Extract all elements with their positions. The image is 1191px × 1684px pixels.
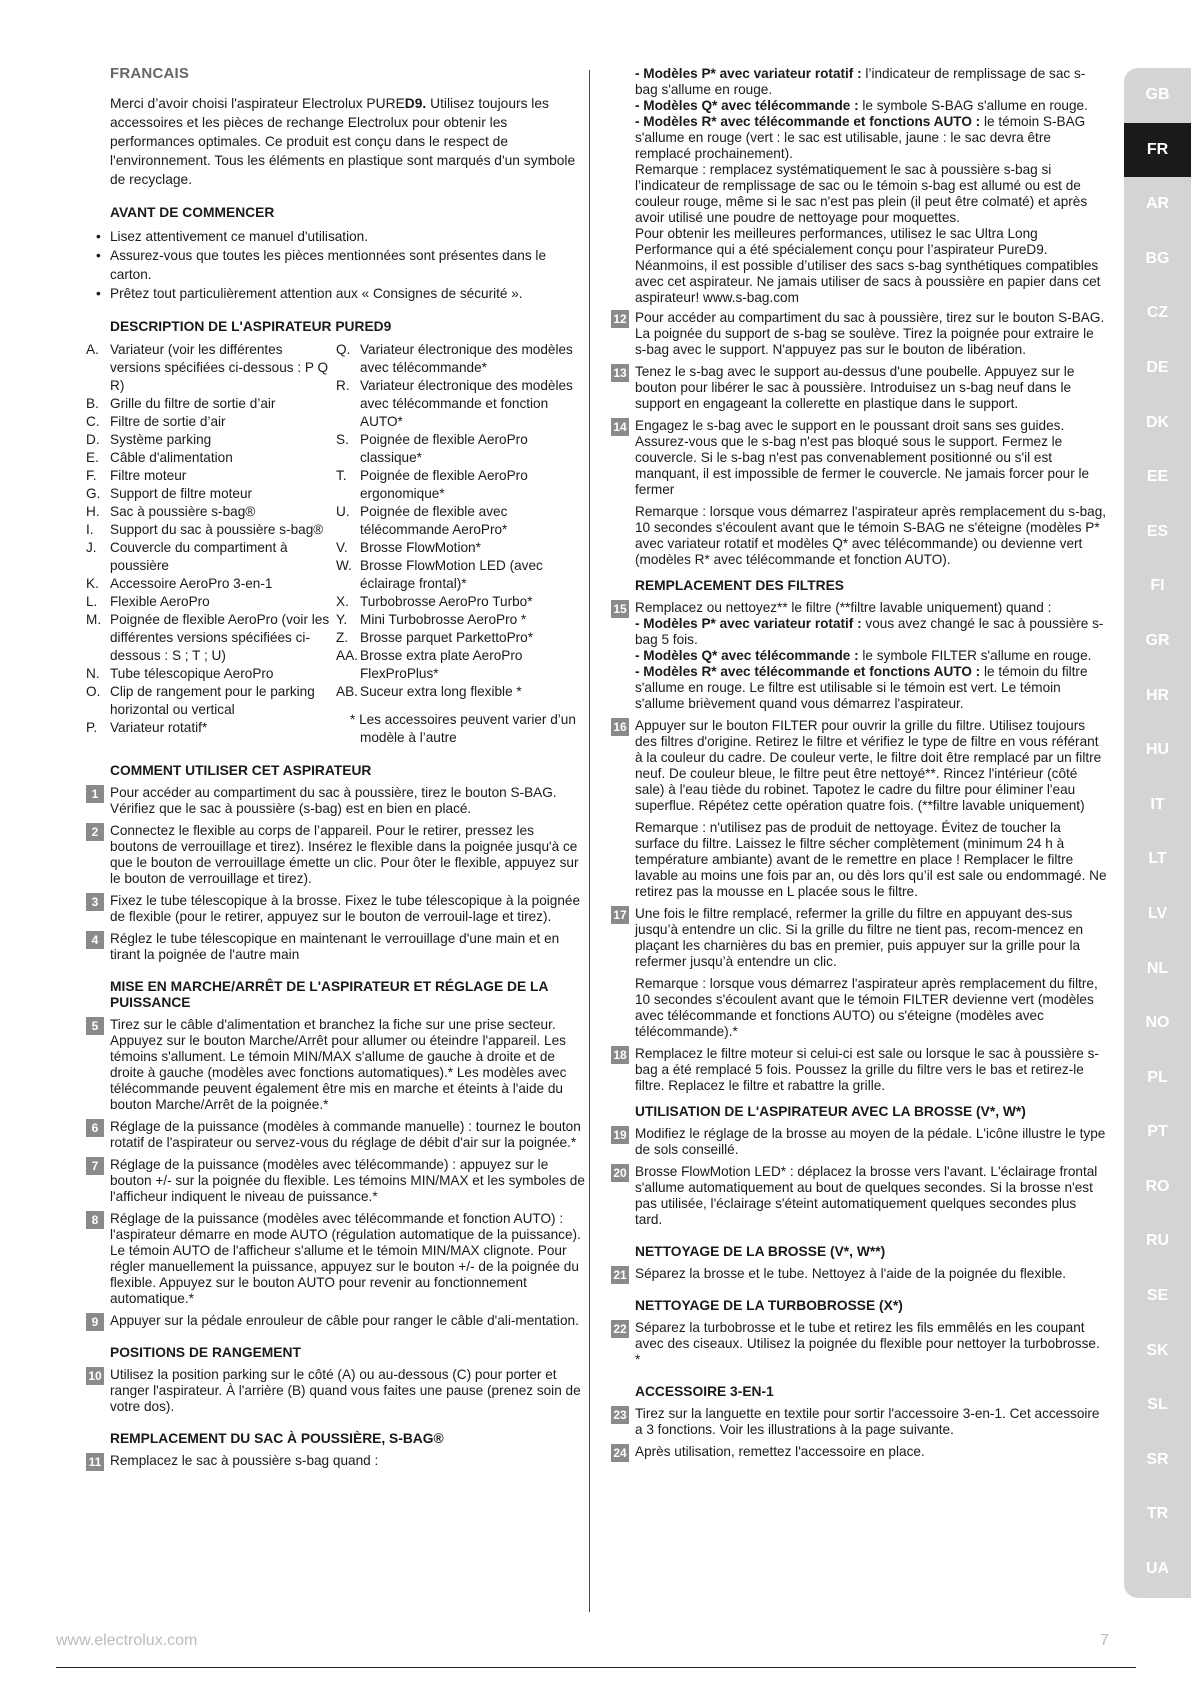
part-label: Variateur (voir les différentes versions spécifiées ci-dessous : P Q R)	[110, 342, 329, 393]
step-text: Réglage de la puissance (modèles avec télécommande et fonction AUTO) : l'aspirateur démarre en mode AUTO (régulation automatique de la puissance). Le témoin AUTO de l'afficheur s'allume et le témoin MIN/MAX clignote. Pour régler manuellement la puissance, appuyez sur le bouton +/- de la poignée du flexible. Appuyez sur le bouton AUTO pour revenir au fonctionnement automatique.*	[110, 1211, 581, 1306]
part-key: B.	[86, 396, 99, 411]
part-item	[336, 539, 586, 557]
part-label: Flexible AeroPro	[110, 594, 210, 609]
power-heading: MISE EN MARCHE/ARRÊT DE L'ASPIRATEUR ET RÉGLAGE DE LA PUISSANCE	[110, 979, 548, 1010]
part-key: I.	[86, 522, 94, 537]
step-text: Après utilisation, remettez l'accessoire en place.	[635, 1444, 925, 1459]
step-item	[86, 1367, 586, 1415]
part-key: G.	[86, 486, 101, 501]
language-tab-pl[interactable]: PL	[1147, 1068, 1168, 1086]
step-number: 23	[611, 1406, 629, 1424]
parts-column-a	[86, 341, 336, 747]
part-label: Sac à poussière s-bag®	[110, 504, 256, 519]
part-label: Filtre moteur	[110, 468, 187, 483]
step-text: Connectez le flexible au corps de l’appareil. Pour le retirer, pressez les boutons de verrouillage et tirez). Insérez le flexible dans la poignée jusqu'à ce que le bouton de verrouillage émette un clic. Pour ôter le flexible, appuyez sur le bouton de verrouillage et tirez).	[110, 823, 579, 886]
right-column	[611, 66, 1107, 1466]
part-key: E.	[86, 450, 99, 465]
step-number: 13	[611, 364, 629, 382]
step-item	[611, 1126, 1107, 1158]
footer-url[interactable]: www.electrolux.com	[56, 1632, 198, 1649]
part-label: Brosse extra plate AeroPro FlexProPlus*	[360, 648, 523, 681]
intro-paragraph: Merci d’avoir choisi l'aspirateur Electrolux PURED9. Utilisez toujours les accessoires et les pièces de rechange Electrolux pour obtenir les performances optimales. Ce produit est conçu dans le respect de l'environnement. Tous les éléments en plastique sont marqués d'un symbole de recyclage.	[110, 96, 576, 187]
part-label: Support du sac à poussière s-bag®	[110, 522, 324, 537]
step-text: Appuyer sur le bouton FILTER pour ouvrir la grille du filtre. Utilisez toujours des filtres d'origine. Retirez le filtre et vérifiez le type de filtre en vous référant à la couleur du cadre. De couleur verte, le filtre doit être remplacé par un filtre neuf. De couleur bleue, le filtre peut être nettoyé**. Rincez l'intérieur (côté sale) à l'eau tiède du robinet. Tapotez le cadre du filtre pour éliminer l'eau superflue. Répétez cette opération quatre fois. (**filtre lavable uniquement)	[635, 718, 1102, 813]
part-item	[86, 539, 336, 575]
step-text: Remplacez le filtre moteur si celui-ci est sale ou lorsque le sac à poussière s-bag a été remplacé 5 fois. Poussez la grille du filtre vers le bas et retirez-le filtre. Replacez le filtre et rabattre la grille.	[635, 1046, 1099, 1093]
step-item	[611, 1444, 1107, 1460]
step-text: Utilisez la position parking sur le côté (A) ou au-dessous (C) pour porter et ranger l'aspirateur. À l'arrière (B) quand vous faites une pause (prenez soin de votre dos).	[110, 1367, 581, 1414]
step-text: Pour accéder au compartiment du sac à poussière, tirez le bouton S-BAG. Vérifiez que le sac à poussière (s-bag) est en bien en placé.	[110, 785, 557, 816]
step-number: 12	[611, 310, 629, 328]
part-label: Suceur extra long flexible *	[360, 684, 522, 699]
part-key: W.	[336, 558, 352, 573]
part-label: Système parking	[110, 432, 212, 447]
storage-heading: POSITIONS DE RANGEMENT	[110, 1345, 301, 1360]
bag-remark: Remarque : lorsque vous démarrez l'aspirateur après remplacement du s-bag, 10 secondes s'écoulent avant que le témoin S-BAG ne s'éteigne (modèles P* avec variateur rotatif et modèles Q* avec télécommande) ou devienne vert (modèles R* avec télécommande et fonction AUTO).	[635, 504, 1107, 567]
how-to-use-heading: COMMENT UTILISER CET ASPIRATEUR	[110, 763, 372, 778]
language-tab-lt[interactable]: LT	[1148, 850, 1167, 868]
language-tab-hr[interactable]: HR	[1145, 686, 1170, 704]
part-label: Tube télescopique AeroPro	[110, 666, 274, 681]
part-key: O.	[86, 684, 101, 699]
step-text: Brosse FlowMotion LED* : déplacez la brosse vers l'avant. L'éclairage frontal s'allume automatiquement au bout de quelques secondes. Si la brosse n'est pas utilisée, l'éclairage s'éteint automatiquement quelques secondes plus tard.	[635, 1164, 1098, 1227]
bag-replacement-steps	[86, 1453, 586, 1469]
language-tab-pt[interactable]: PT	[1147, 1123, 1168, 1141]
step-number: 3	[86, 893, 104, 911]
page-number: 7	[1100, 1632, 1109, 1649]
step-number: 17	[611, 906, 629, 924]
language-tab-gb[interactable]: GB	[1145, 86, 1170, 103]
part-item	[86, 431, 336, 449]
language-title: FRANCAIS	[110, 65, 190, 82]
parts-list	[86, 341, 586, 747]
step-item	[611, 1406, 1107, 1438]
step-item	[86, 893, 586, 925]
step-number: 2	[86, 823, 104, 841]
filter-step-17	[611, 906, 1107, 970]
language-tab-es[interactable]: ES	[1146, 522, 1169, 540]
language-tab-fr[interactable]: FR	[1124, 123, 1191, 178]
part-label: Poignée de flexible AeroPro ergonomique*	[360, 468, 528, 501]
step-number: 24	[611, 1444, 629, 1462]
step-text: Réglage de la puissance (modèles avec télécommande) : appuyez sur le bouton +/- sur la poignée du flexible. Les témoins MIN/MAX et les symboles de l'afficheur indiquent le niveau de puissance.*	[110, 1157, 585, 1204]
language-tab-ru[interactable]: RU	[1145, 1232, 1170, 1250]
step-item	[86, 1017, 586, 1113]
step-item	[86, 931, 586, 963]
step-text: Réglez le tube télescopique en maintenant le verrouillage d'une main et en tirant la poignée de l'autre main	[110, 931, 560, 962]
part-item	[86, 341, 336, 395]
brush-use-heading: UTILISATION DE L'ASPIRATEUR AVEC LA BROSSE (V*, W*)	[635, 1104, 1026, 1119]
step-number: 16	[611, 718, 629, 736]
step-number: 18	[611, 1046, 629, 1064]
accessory-steps	[611, 1406, 1107, 1460]
step-item	[86, 823, 586, 887]
language-sidebar	[1124, 68, 1191, 1598]
language-tab-it[interactable]: IT	[1150, 795, 1165, 813]
part-label: Brosse FlowMotion LED (avec éclairage frontal)*	[360, 558, 543, 591]
bag-indicator-info: - Modèles P* avec variateur rotatif : l’indicateur de remplissage de sac s-bag s'allume en rouge. - Modèles Q* avec télécommande : le symbole S-BAG s'allume en rouge. - Modèles R* avec télécommande et fonctions AUTO : le témoin S-BAG s'allume en rouge (vert : le sac est utilisable, jaune : le sac devra être remplacé prochainement). Remarque : remplacez systématiquement le sac à poussière s-bag si l’indicateur de remplissage de sac ou le témoin s-bag est allumé ou est de couleur rouge, même si le sac n'est pas plein (il peut être colmaté) et après avoir utilisé une poudre de nettoyage pour moquettes. Pour obtenir les meilleures performances, utilisez le sac Ultra Long Performance qui a été spécialement conçu pour l’aspirateur PureD9. Néanmoins, il est possible d’utiliser des sacs s-bag synthétiques compatibles avec cet aspirateur. Ne jamais utiliser de sacs à poussière en papier dans cet aspirateur! www.s-bag.com	[635, 66, 1101, 305]
step-text: Tirez sur le câble d'alimentation et branchez la fiche sur une prise secteur. Appuyez sur le bouton Marche/Arrêt pour allumer ou éteindre l'appareil. Les témoins s'allument. Le témoin MIN/MAX s'allume de gauche à droite et de droite à gauche (modèles avec fonctions automatiques).* Les modèles avec télécommande peuvent également être mis en marche et éteints à l'aide du bouton Marche/Arrêt de la poignée.*	[110, 1017, 567, 1112]
part-key: AA.	[336, 648, 358, 663]
language-tab-cz[interactable]: CZ	[1146, 304, 1169, 322]
accessory-heading: ACCESSOIRE 3-EN-1	[635, 1384, 774, 1399]
language-tab-hu[interactable]: HU	[1145, 741, 1170, 759]
column-divider	[589, 70, 590, 1612]
step-number: 4	[86, 931, 104, 949]
list-item: • Prêtez tout particulièrement attention aux « Consignes de sécurité ».	[86, 284, 586, 303]
language-tab-sk[interactable]: SK	[1146, 1341, 1169, 1359]
part-label: Variateur rotatif*	[110, 720, 208, 735]
step-number: 6	[86, 1119, 104, 1137]
part-key: Z.	[336, 630, 349, 645]
bag-steps	[611, 310, 1107, 498]
turbobrush-clean-steps	[611, 1320, 1107, 1368]
part-key: P.	[86, 720, 98, 735]
part-key: X.	[336, 594, 349, 609]
part-item	[86, 593, 336, 611]
step-number: 1	[86, 785, 104, 803]
part-item	[336, 431, 586, 467]
part-item	[336, 557, 586, 593]
step-item	[611, 418, 1107, 498]
step-item	[86, 1313, 586, 1329]
step-number: 22	[611, 1320, 629, 1338]
language-tab-ar[interactable]: AR	[1145, 195, 1170, 213]
step-number: 20	[611, 1164, 629, 1182]
part-item	[336, 341, 586, 377]
part-item	[336, 503, 586, 539]
brush-clean-heading: NETTOYAGE DE LA BROSSE (V*, W**)	[635, 1244, 886, 1259]
step-number: 21	[611, 1266, 629, 1284]
language-tab-ro[interactable]: RO	[1145, 1177, 1170, 1195]
brush-use-steps	[611, 1126, 1107, 1228]
language-tab-sr[interactable]: SR	[1146, 1450, 1169, 1468]
language-tab-ee[interactable]: EE	[1146, 468, 1169, 486]
language-tab-lv[interactable]: LV	[1147, 904, 1168, 922]
part-label: Filtre de sortie d’air	[110, 414, 226, 429]
part-label: Mini Turbobrosse AeroPro *	[360, 612, 527, 627]
part-key: AB.	[336, 684, 358, 699]
part-item	[86, 575, 336, 593]
step-text: Tenez le s-bag avec le support au-dessus d'une poubelle. Appuyez sur le bouton pour libérer le sac à poussière. Introduisez un s-bag neuf dans le support en engageant la collerette en plastique dans le support.	[635, 364, 1075, 411]
filter-step-16	[611, 718, 1107, 814]
part-key: K.	[86, 576, 99, 591]
part-item	[86, 503, 336, 521]
step-number: 5	[86, 1017, 104, 1035]
step-number: 7	[86, 1157, 104, 1175]
step-number: 8	[86, 1211, 104, 1229]
step-text: Séparez la turbobrosse et le tube et retirez les fils emmêlés en les coupant avec des ciseaux. Utilisez la poignée du flexible pour nettoyer la turbobrosse. *	[635, 1320, 1100, 1367]
parts-column-b	[336, 341, 586, 747]
step-number: 14	[611, 418, 629, 436]
step-text: Séparez la brosse et le tube. Nettoyez à l'aide de la poignée du flexible.	[635, 1266, 1067, 1281]
part-item	[86, 683, 336, 719]
language-tab-se[interactable]: SE	[1146, 1287, 1169, 1305]
step-number: 15	[611, 600, 629, 618]
part-key: C.	[86, 414, 100, 429]
language-tab-ua[interactable]: UA	[1145, 1560, 1170, 1578]
list-item: • Lisez attentivement ce manuel d'utilisation.	[86, 227, 586, 246]
language-tab-fi[interactable]: FI	[1150, 577, 1165, 595]
step-item	[86, 1119, 586, 1151]
part-label: Variateur électronique des modèles avec télécommande*	[360, 342, 573, 375]
part-item	[86, 521, 336, 539]
footer-line	[56, 1667, 1136, 1668]
step-item	[86, 785, 586, 817]
part-item	[336, 683, 586, 701]
step-text: Modifiez le réglage de la brosse au moyen de la pédale. L'icône illustre le type de sols conseillé.	[635, 1126, 1106, 1157]
step-number: 9	[86, 1313, 104, 1331]
part-label: Poignée de flexible AeroPro classique*	[360, 432, 528, 465]
step-item	[611, 1266, 1107, 1282]
part-key: F.	[86, 468, 97, 483]
part-key: A.	[86, 342, 99, 357]
language-tab-no[interactable]: NO	[1145, 1014, 1170, 1032]
part-label: Couvercle du compartiment à poussière	[110, 540, 288, 573]
step-number: 10	[86, 1367, 104, 1385]
part-label: Turbobrosse AeroPro Turbo*	[360, 594, 533, 609]
part-key: T.	[336, 468, 347, 483]
part-key: M.	[86, 612, 102, 627]
part-label: Clip de rangement pour le parking horizontal ou vertical	[110, 684, 315, 717]
left-column	[86, 66, 586, 1475]
part-item	[86, 395, 336, 413]
step-number: 11	[86, 1453, 104, 1471]
part-label: Câble d'alimentation	[110, 450, 233, 465]
step-item	[86, 1211, 586, 1307]
part-key: H.	[86, 504, 100, 519]
parts-footnote: * Les accessoires peuvent varier d’un modèle à l’autre	[350, 712, 576, 745]
language-tab-tr[interactable]: TR	[1146, 1505, 1169, 1523]
step-item	[611, 364, 1107, 412]
storage-steps	[86, 1367, 586, 1415]
list-item: • Assurez-vous que toutes les pièces mentionnées sont présentes dans le carton.	[86, 246, 586, 284]
part-key: L.	[86, 594, 98, 609]
part-label: Poignée de flexible avec télécommande AeroPro*	[360, 504, 508, 537]
part-key: D.	[86, 432, 100, 447]
language-tab-dk[interactable]: DK	[1145, 413, 1170, 431]
step-text: Tirez sur la languette en textile pour sortir l'accessoire 3-en-1. Cet accessoire a 3 fonctions. Voir les illustrations à la page suivante.	[635, 1406, 1100, 1437]
language-tab-de[interactable]: DE	[1146, 358, 1169, 376]
part-key: R.	[336, 378, 350, 393]
part-item	[86, 719, 336, 737]
part-key: N.	[86, 666, 100, 681]
step-text: Fixez le tube télescopique à la brosse. Fixez le tube télescopique à la poignée de flexible (pour le retirer, appuyez sur le bouton de verrouil-lage et tirez).	[110, 893, 581, 924]
part-label: Support de filtre moteur	[110, 486, 253, 501]
language-tab-nl[interactable]: NL	[1146, 959, 1169, 977]
part-label: Poignée de flexible AeroPro (voir les différentes versions spécifiées ci-dessous : S ; T ; U)	[110, 612, 330, 663]
part-key: J.	[86, 540, 97, 555]
how-to-use-steps	[86, 785, 586, 963]
step-text: Une fois le filtre remplacé, refermer la grille du filtre en appuyant des-sus jusqu’à entendre un clic. Si la grille du filtre ne tient pas, recom-mencez en plaçant les charnières du bas en premier, puis appuyer sur la grille pour la refermer jusqu’à entendre un clic.	[635, 906, 1084, 969]
bag-replacement-heading: REMPLACEMENT DU SAC À POUSSIÈRE, S-BAG®	[110, 1431, 444, 1446]
part-key: S.	[336, 432, 349, 447]
part-item	[336, 467, 586, 503]
turbobrush-clean-heading: NETTOYAGE DE LA TURBOBROSSE (X*)	[635, 1298, 903, 1313]
part-key: Q.	[336, 342, 351, 357]
part-item	[86, 611, 336, 665]
filter-step-18	[611, 1046, 1107, 1094]
step-text: Appuyer sur la pédale enrouleur de câble pour ranger le câble d'ali-mentation.	[110, 1313, 579, 1328]
step-text: Engagez le s-bag avec le support en le poussant droit sans ses guides. Assurez-vous que le s-bag n'est pas bloqué sous le support. Fermez le couvercle. Si le s-bag n'est pas convenablement positionné ou s'il est manquant, il est impossible de fermer le couvercle. Ne jamais forcer pour le fermer	[635, 418, 1090, 497]
part-item	[86, 449, 336, 467]
power-steps	[86, 1017, 586, 1329]
step-number: 19	[611, 1126, 629, 1144]
part-item	[336, 647, 586, 683]
filter-remark-17: Remarque : lorsque vous démarrez l'aspirateur après remplacement du filtre, 10 secondes s'écoulent avant que le témoin FILTER devienne vert (modèles avec télécommande et fonctions AUTO) ou s'éteigne (modèles avec télécommande).*	[635, 976, 1098, 1039]
before-start-heading: AVANT DE COMMENCER	[110, 205, 275, 220]
brush-clean-steps	[611, 1266, 1107, 1282]
part-item	[86, 467, 336, 485]
step-text: Remplacez ou nettoyez** le filtre (**filtre lavable uniquement) quand : - Modèles P* avec variateur rotatif : vous avez changé le sac à poussière s-bag 5 fois. - Modèles Q* avec télécommande : le symbole FILTER s'allume en rouge. - Modèles R* avec télécommande et fonctions AUTO : le témoin du filtre s'allume en rouge. Le filtre est utilisable si le témoin est vert. Le témoin s'allume brièvement quand vous démarrez l'aspirateur.	[635, 600, 1104, 711]
part-label: Brosse FlowMotion*	[360, 540, 481, 555]
step-item	[611, 1320, 1107, 1368]
part-item	[336, 377, 586, 431]
part-key: U.	[336, 504, 350, 519]
step-item	[86, 1453, 586, 1469]
language-tab-bg[interactable]: BG	[1145, 249, 1170, 267]
parts-column-b-items	[336, 341, 586, 701]
part-item	[86, 665, 336, 683]
part-item	[86, 485, 336, 503]
part-label: Variateur électronique des modèles avec télécommande et fonction AUTO*	[360, 378, 573, 429]
step-item	[86, 1157, 586, 1205]
description-heading: DESCRIPTION DE L'ASPIRATEUR PURED9	[110, 319, 392, 334]
part-item	[336, 629, 586, 647]
part-label: Accessoire AeroPro 3-en-1	[110, 576, 273, 591]
part-item	[336, 611, 586, 629]
step-text: Remplacez le sac à poussière s-bag quand :	[110, 1453, 379, 1468]
language-tab-sl[interactable]: SL	[1147, 1396, 1168, 1414]
filter-step-15	[611, 600, 1107, 712]
part-label: Brosse parquet ParkettoPro*	[360, 630, 534, 645]
step-item	[611, 310, 1107, 358]
before-start-list	[86, 227, 586, 303]
filter-remark-16: Remarque : n'utilisez pas de produit de nettoyage. Évitez de toucher la surface du filtre. Laissez le filtre sécher complètement (minimum 24 h à température ambiante) avant de le remettre en place ! Remplacer le filtre lavable au moins une fois par an, ou dès lors qu’il est sale ou endommagé. Ne retirez pas la mousse en L placée sous le filtre.	[635, 820, 1107, 899]
part-label: Grille du filtre de sortie d’air	[110, 396, 276, 411]
filters-heading: REMPLACEMENT DES FILTRES	[635, 578, 845, 593]
part-key: Y.	[336, 612, 348, 627]
step-text: Réglage de la puissance (modèles à commande manuelle) : tournez le bouton rotatif de l'aspirateur ou servez-vous du réglage de débit d'air sur la poignée.*	[110, 1119, 581, 1150]
part-key: V.	[336, 540, 348, 555]
part-item	[86, 413, 336, 431]
language-tab-gr[interactable]: GR	[1145, 631, 1170, 649]
step-item	[611, 1164, 1107, 1228]
step-text: Pour accéder au compartiment du sac à poussière, tirez sur le bouton S-BAG. La poignée du support de s-bag se soulève. Tirez la poignée pour extraire le s-bag avec le support. N'appuyez pas sur le bouton de libération.	[635, 310, 1105, 357]
part-item	[336, 593, 586, 611]
